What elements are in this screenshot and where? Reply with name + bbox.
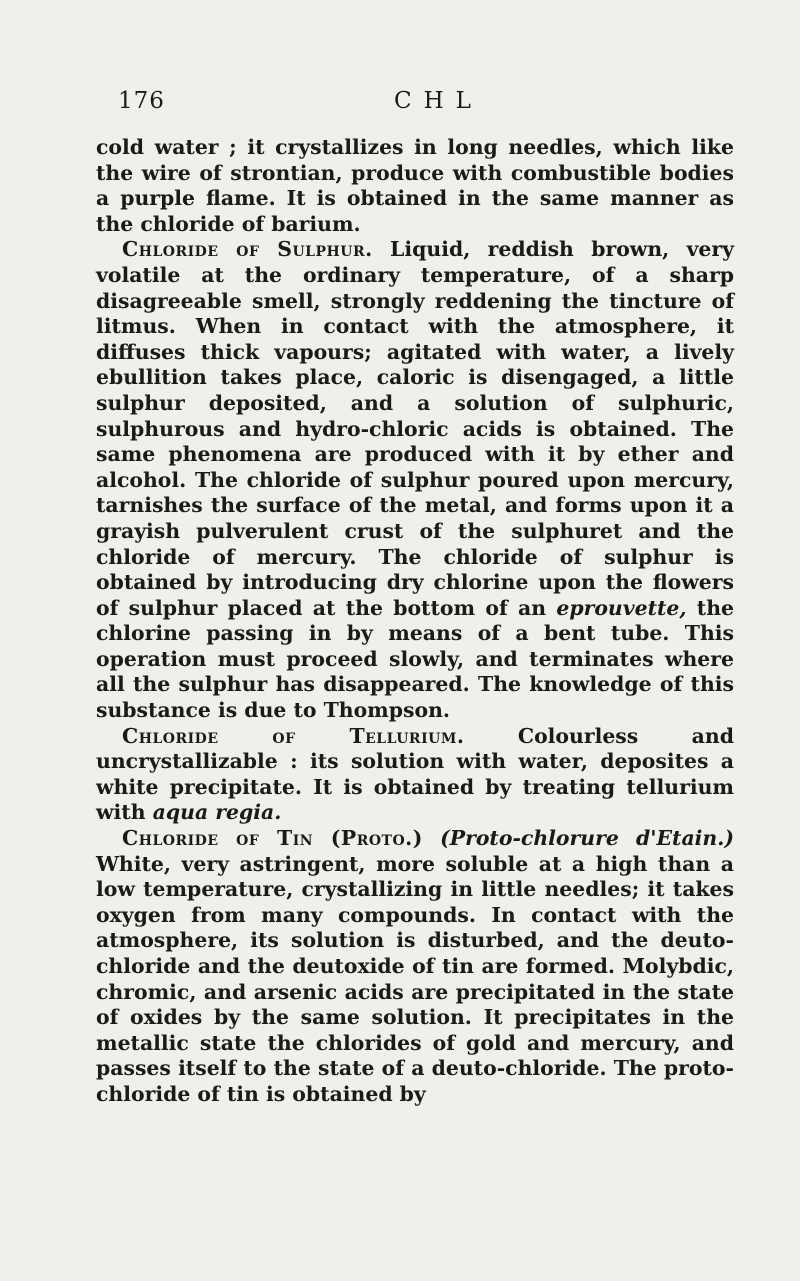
entry-italic: (Proto-chlorure d'Etain.): [440, 826, 734, 851]
entry-italic: eprouvette,: [556, 595, 687, 620]
entry-chloride-of-tellurium: [96, 724, 734, 826]
entry-text: Liquid, reddish brown, very volatile at the ordinary temperature, of a sharp disagreeable smell, strongly reddening the tincture of litmus. When in contact with the atmosphere, it diffuses thick vapours; agitated with water, a lively ebullition takes place, caloric is disengaged, a little sulphur deposited, and a solution of sulphuric, sulphurous and hydro-chloric acids is obtained. The same phenomena are produced with it by ether and alcohol. The chloride of sulphur poured upon mercury, tarnishes the surface of the metal, and forms upon it a grayish pulverulent crust of the sulphuret and the chloride of mercury. The chloride of sulphur is obtained by introducing dry chlorine upon the flowers of sulphur placed at the bottom of an: [96, 237, 734, 620]
entry-chloride-of-sulphur: [96, 237, 734, 723]
entry-text: White, very astringent, more soluble at a high than a low temperature, crystallizing in little needles; it takes oxygen from many compounds. In contact with the atmosphere, its solution is disturbed, and the deuto-chloride and the deutoxide of tin are formed. Molybdic, chromic, and arsenic acids are precipitated in the state of oxides by the same solution. It precipitates in the metallic state the chlorides of gold and mercury, and passes itself to the state of a deuto-chloride. The proto-chloride of tin is obtained by: [96, 851, 734, 1106]
entry-term: Chloride of Tin (Proto.): [122, 826, 423, 851]
entry-chloride-of-tin: [96, 826, 734, 1108]
page-header: [118, 88, 698, 122]
page-body: [96, 135, 734, 1108]
entry-text: Colourless and uncrystallizable : its solution with water, deposites a white precipitate. It is obtained by treating tellurium with: [96, 723, 734, 825]
running-head: CHL: [394, 88, 483, 114]
entry-term: Chloride of Sulphur.: [122, 237, 373, 262]
entry-text-end: the chlorine passing in by means of a bent tube. This operation must proceed slowly, and terminates where all the sulphur has disappeared. The knowledge of this substance is due to Thompson.: [96, 595, 734, 723]
page-number: 176: [118, 88, 165, 114]
entry-italic: aqua regia.: [152, 800, 282, 825]
entry-term: Chloride of Tellurium.: [122, 723, 465, 748]
paragraph-continuation: cold water ; it crystallizes in long needles, which like the wire of strontian, produce with combustible bodies a purple flame. It is obtained in the same manner as the chloride of barium.: [96, 135, 734, 236]
